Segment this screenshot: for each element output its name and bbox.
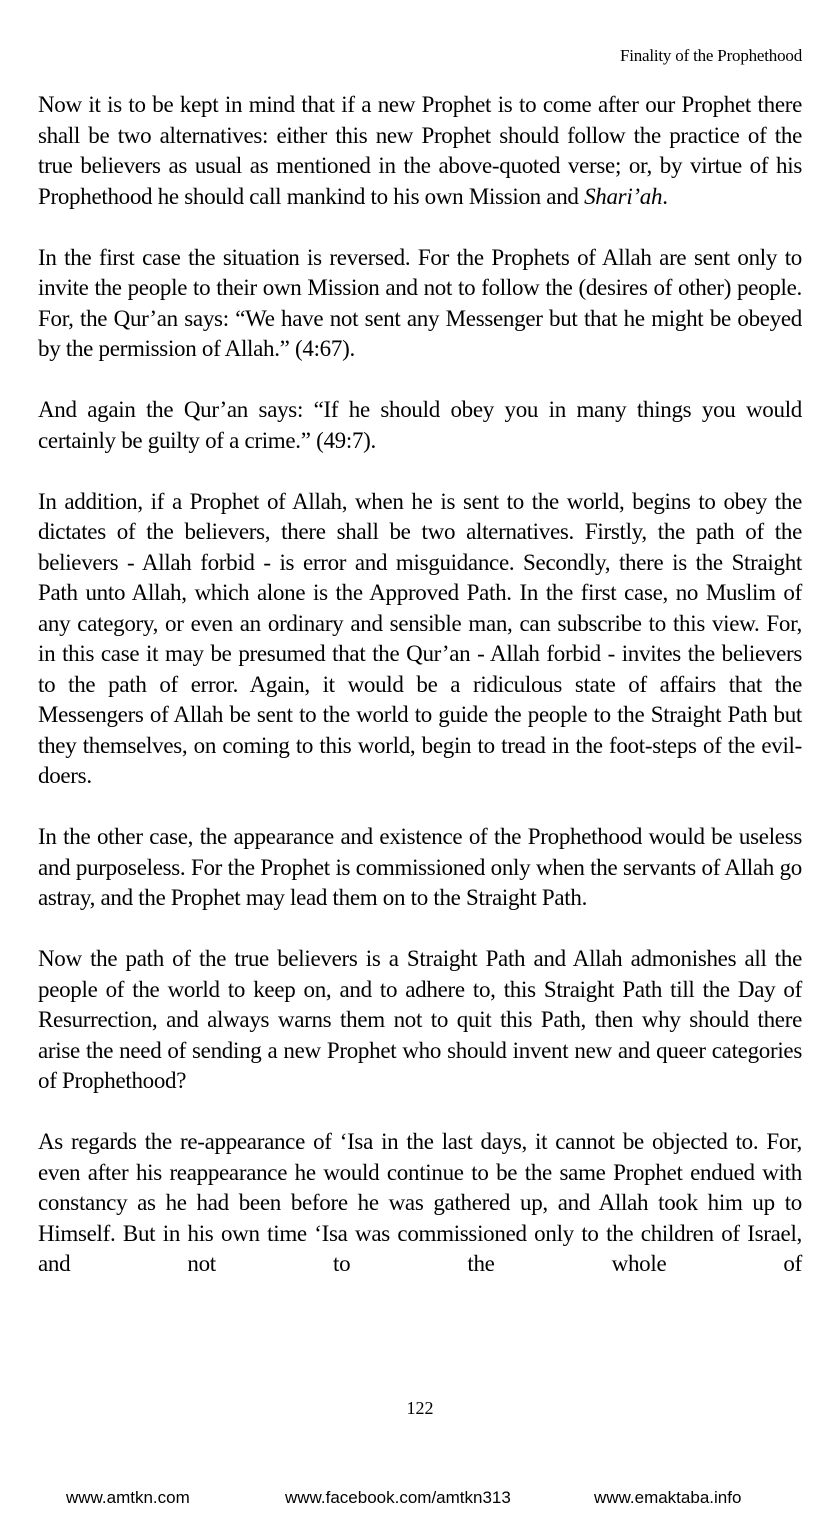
paragraph-2: In the first case the situation is reversed. For the Prophets of Allah are sent only to invite the people to their own Mission and not to follow the (desires of other) people. For, the Qur’an says: “We have not sent any Messenger but that he might be obeyed by the permission of Allah.” (4:67). [38,244,802,361]
running-head-title: Finality of the Prophethood [619,46,802,65]
paragraph-3: And again the Qur’an says: “If he should obey you in many things you would certainly be guilty of a crime.” (49:7). [38,397,802,453]
paragraph-5: In the other case, the appearance and existence of the Prophethood would be useless and purposeless. For the Prophet is commissioned only when the servants of Allah go astray, and the Prophet may lead them on to the Straight Path. [38,824,802,910]
footer-link-amtkn[interactable]: www.amtkn.com [66,1488,190,1507]
italic-term-shariah: Shari’ah [584,183,663,209]
page-number: 122 [406,1398,434,1418]
footer-link-emaktaba[interactable]: www.emaktaba.info [594,1488,742,1507]
paragraph-7: As regards the re-appearance of ‘Isa in the last days, it cannot be objected to. For, even after his reappearance he would continue to be the same Prophet endued with constancy as he had been before he was gathered up, and Allah took him up to Himself. But in his own time ‘Isa was commissioned only to the children of Israel, and not to the whole of [38,1129,802,1276]
footer-link-facebook[interactable]: www.facebook.com/amtkn313 [285,1488,511,1507]
body-text [38,90,802,1280]
paragraph-1-text: Now it is to be kept in mind that if a new Prophet is to come after our Prophet there shall be two alternatives: either this new Prophet should follow the practice of the true believers as usual as mentioned in the above-quoted verse; or, by virtue of his Prophethood he should call mankind to his own Mission and [38,92,802,209]
paragraph-4: In addition, if a Prophet of Allah, when he is sent to the world, begins to obey the dictates of the believers, there shall be two alternatives. Firstly, the path of the believers - Allah forbid - is error and misguidance. Secondly, there is the Straight Path unto Allah, which alone is the Approved Path. In the first case, no Muslim of any category, or even an ordinary and sensible man, can subscribe to this view. For, in this case it may be presumed that the Qur’an - Allah forbid - invites the believers to the path of error. Again, it would be a ridiculous state of affairs that the Messengers of Allah be sent to the world to guide the people to the Straight Path but they themselves, on coming to this world, begin to tread in the foot-steps of the evil-doers. [38,488,802,788]
paragraph-6: Now the path of the true believers is a Straight Path and Allah admonishes all the people of the world to keep on, and to adhere to, this Straight Path till the Day of Resurrection, and always warns them not to quit this Path, then why should there arise the need of sending a new Prophet who should invent new and queer categories of Prophethood? [38,946,802,1093]
paragraph-1 [38,90,802,212]
paragraph-1-end: . [662,183,668,209]
footer [0,1488,840,1512]
